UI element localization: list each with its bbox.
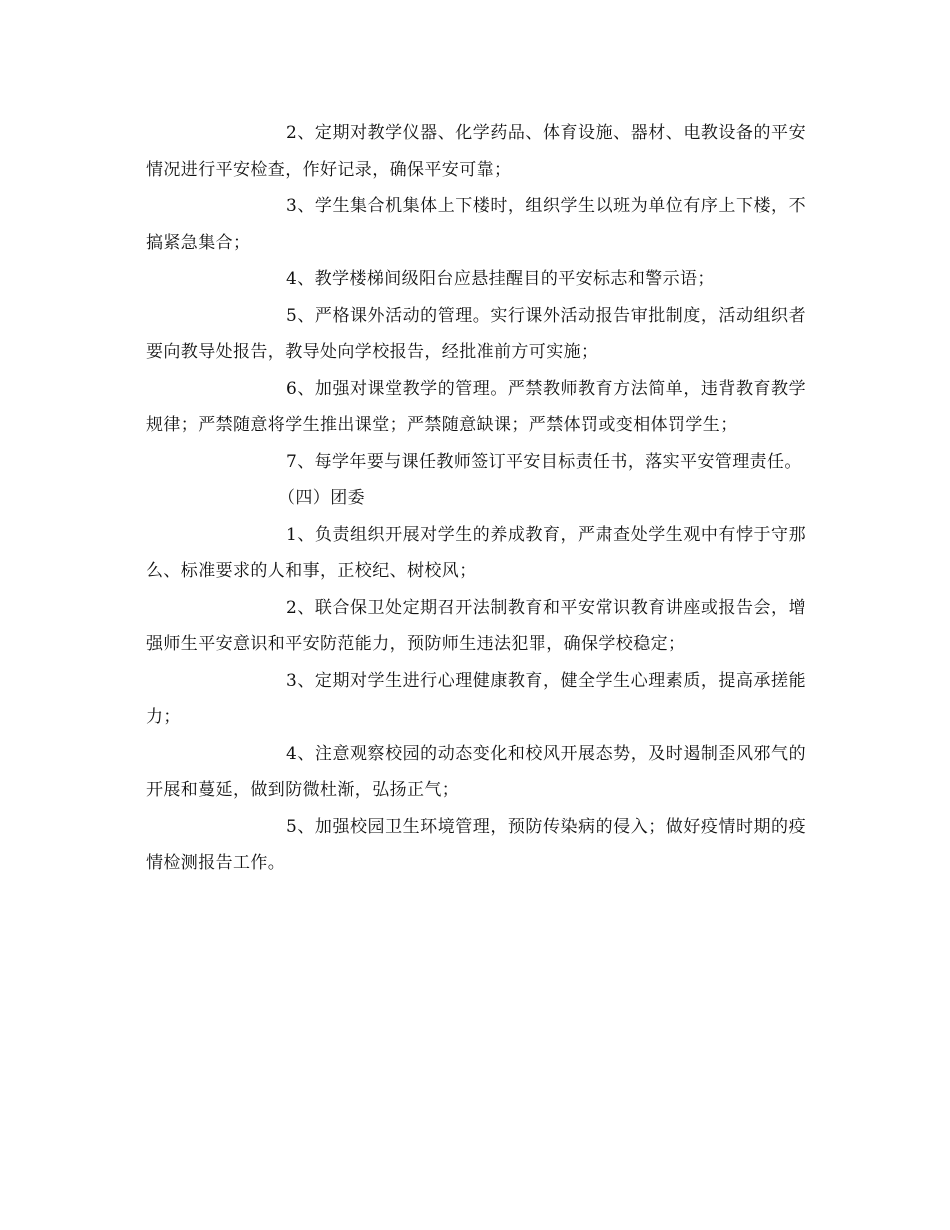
paragraph-league-item-4: 4、注意观察校园的动态变化和校风开展态势，及时遏制歪风邪气的开展和蔓延，做到防微杜渐，弘扬正气； [146, 743, 806, 800]
paragraph-item-7-responsibility: 7、每学年要与课任教师签订平安目标责任书，落实平安管理责任。 [286, 451, 802, 472]
paragraph-item-3-stairs-assembly: 3、学生集合机集体上下楼时，组织学生以班为单位有序上下楼，不搞紧急集合； [146, 196, 806, 253]
paragraph-league-item-5: 5、加强校园卫生环境管理，预防传染病的侵入；做好疫情时期的疫情检测报告工作。 [146, 816, 806, 873]
document-body [146, 115, 806, 882]
paragraph-item-2-equipment-check: 2、定期对教学仪器、化学药品、体育设施、器材、电教设备的平安情况进行平安检查，作好记录，确保平安可靠； [146, 123, 806, 180]
paragraph-item-5-extracurricular: 5、严格课外活动的管理。实行课外活动报告审批制度，活动组织者要向教导处报告，教导处向学校报告，经批准前方可实施； [146, 305, 806, 362]
paragraph-item-4-safety-signs: 4、教学楼梯间级阳台应悬挂醒目的平安标志和警示语； [286, 269, 715, 289]
paragraph-item-6-classroom-management: 6、加强对课堂教学的管理。严禁教师教育方法简单，违背教育教学规律；严禁随意将学生推出课堂；严禁随意缺课；严禁体罚或变相体罚学生； [146, 378, 806, 435]
paragraph-league-item-2: 2、联合保卫处定期召开法制教育和平安常识教育讲座或报告会，增强师生平安意识和平安防范能力，预防师生违法犯罪，确保学校稳定； [146, 597, 806, 654]
paragraph-league-item-1: 1、负责组织开展对学生的养成教育，严肃查处学生观中有悖于守那么、标准要求的人和事，正校纪、树校风； [146, 524, 806, 581]
paragraph-league-item-3: 3、定期对学生进行心理健康教育，健全学生心理素质，提高承搓能力； [146, 670, 806, 727]
section-heading-youth-league: （四）团委 [278, 488, 365, 508]
